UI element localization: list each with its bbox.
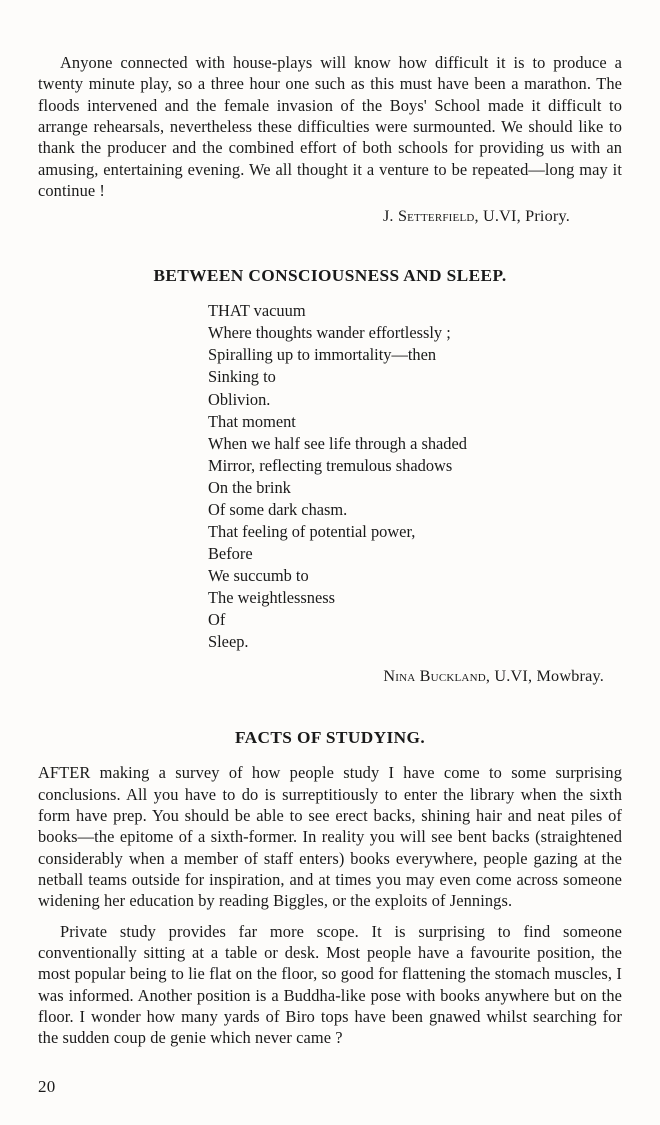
poem-byline-rest: , U.VI, Mowbray. (485, 667, 604, 686)
article-two-paragraph-2: Private study provides far more scope. It is surprising to find someone conventionally sitting at a table or desk. Most people have a favourite position, the most popular being to lie flat on the floor, so good for flattening the stomach muscles, I was informed. Another position is a Buddha-like pose with books anywhere but on the floor. I wonder how many yards of Biro tops have been gnawed whilst searching for the sudden coup de genie which never came ? (38, 921, 622, 1048)
poem-line: We succumb to (208, 566, 309, 586)
byline-author-name: Setterfield (397, 207, 475, 226)
article-one-byline (38, 207, 622, 226)
poem-line: Before (208, 543, 253, 563)
poem-line: On the brink (208, 477, 291, 497)
poem-line: Of some dark chasm. (208, 499, 348, 519)
poem-byline (38, 667, 622, 686)
poem-line: Sinking to (208, 367, 276, 387)
poem-title: BETWEEN CONSCIOUSNESS AND SLEEP. (153, 266, 507, 286)
poem-line: That feeling of potential power, (208, 521, 416, 541)
poem-line: Sleep. (208, 632, 249, 652)
poem-line: The weightlessness (208, 588, 336, 608)
poem-line: Spiralling up to immortality—then (208, 345, 437, 365)
poem-line: Mirror, reflecting tremulous shadows (208, 455, 453, 475)
poem-line: That moment (208, 411, 296, 431)
byline-rest: , U.VI, Priory. (474, 207, 570, 226)
poem-line: Where thoughts wander effortlessly ; (208, 323, 451, 343)
article-two-paragraph-1: AFTER making a survey of how people study I have come to some surprising conclusions. All you have to do is surreptitiously to enter the library when the sixth form have prep. You should be able to see erect backs, shining hair and neat piles of books—the epitome of a sixth-former. In reality you will see bent backs (straightened considerably when a member of staff enters) books everywhere, people gazing at the netball teams outside for inspiration, and at times you may even come across someone widening her education by reading Biggles, or the exploits of Jennings. (38, 763, 622, 911)
byline-initial: J. (382, 207, 398, 226)
page-number: 20 (38, 1077, 56, 1096)
poem-line: THAT vacuum (208, 301, 306, 321)
poem-line: Of (208, 610, 226, 630)
poem-body (38, 300, 622, 653)
poem-line: When we half see life through a shaded (208, 433, 467, 453)
poem-author-name: Nina Buckland (383, 667, 486, 686)
poem-line: Oblivion. (208, 389, 271, 409)
article-two-title: FACTS OF STUDYING. (234, 728, 426, 748)
article-one-paragraph: Anyone connected with house-plays will know how difficult it is to produce a twenty minute play, so a three hour one such as this must have been a marathon. The floods intervened and the female invasion of the Boys' School made it difficult to arrange rehearsals, nevertheless these difficulties were surmounted. We should like to thank the producer and the combined effort of both schools for providing us with an amusing, entertaining evening. We all thought it a venture to be repeated—long may it continue ! (38, 53, 622, 200)
